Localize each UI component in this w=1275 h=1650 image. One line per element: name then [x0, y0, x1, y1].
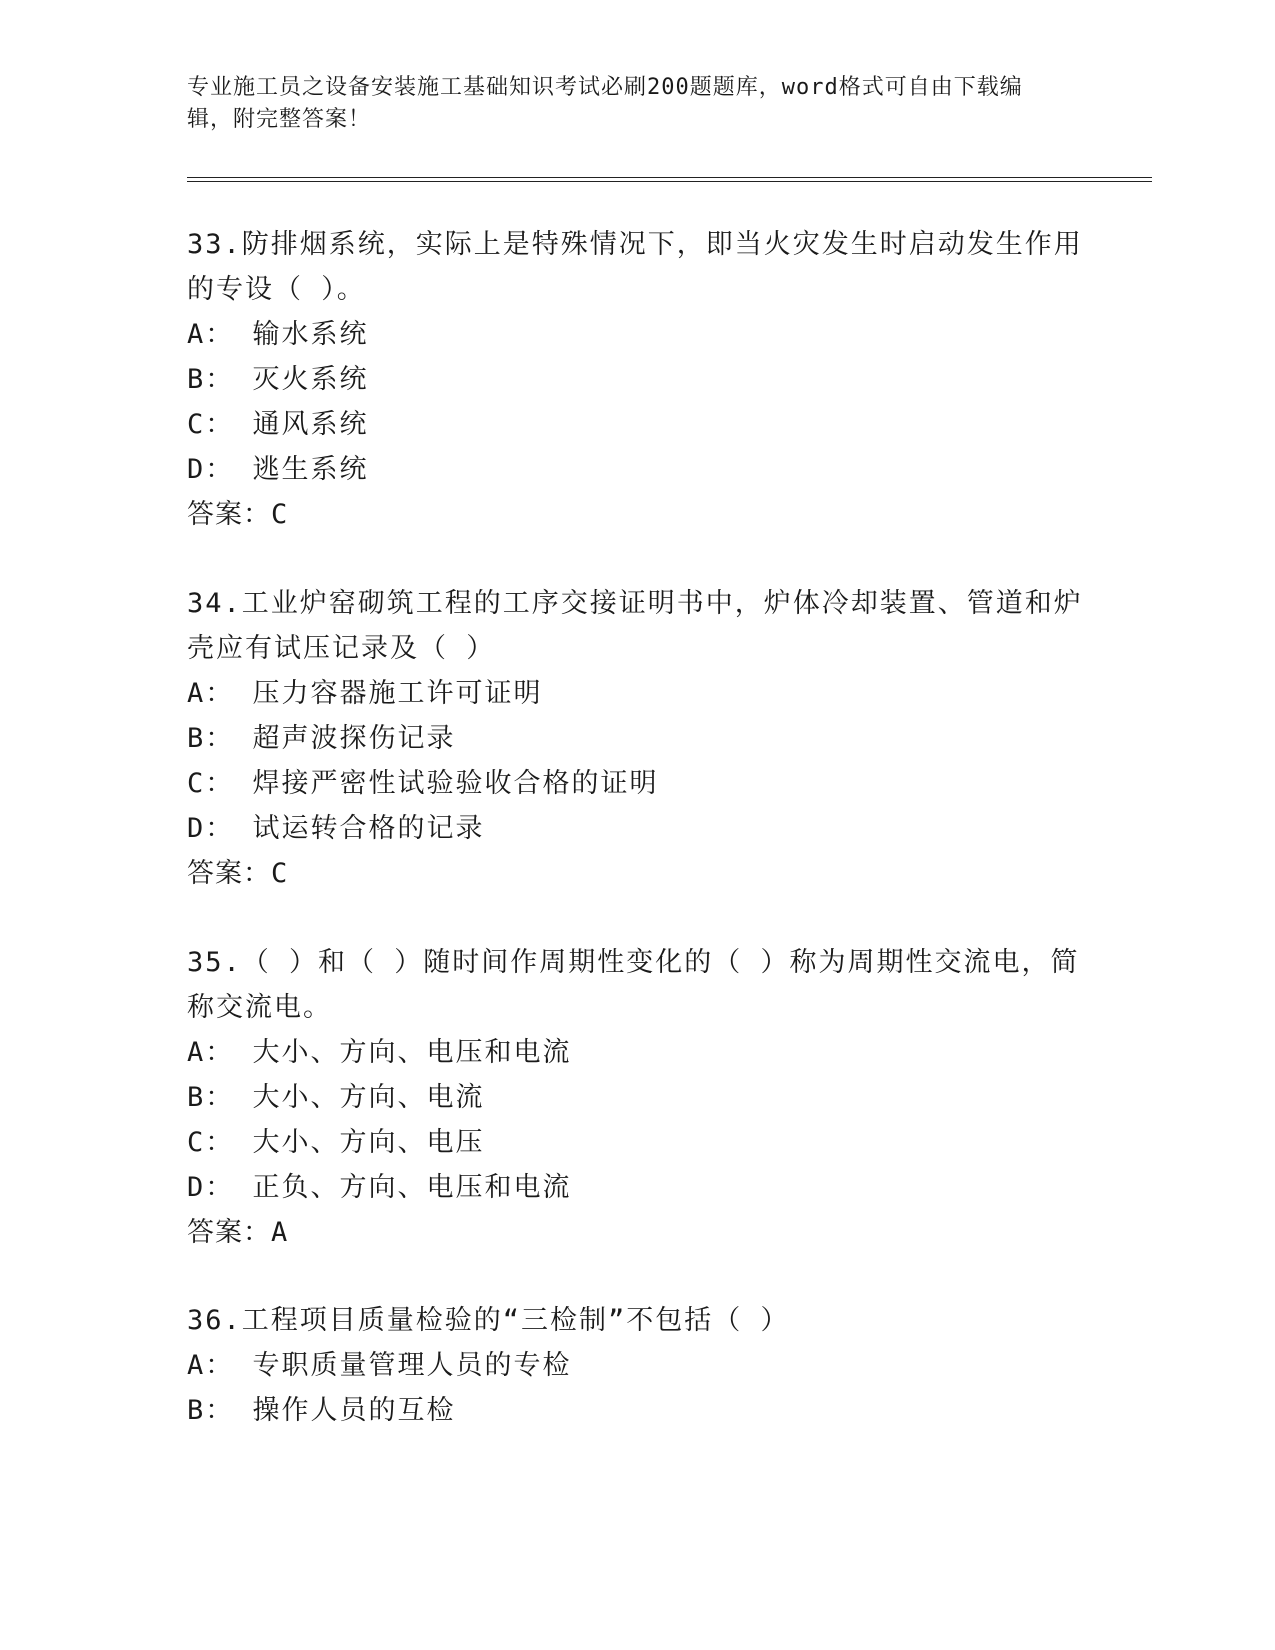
option-a [187, 671, 1087, 716]
answer-label: 答案： [187, 858, 271, 889]
option-text: 大小、方向、电压和电流 [252, 1037, 572, 1068]
document-header-title: 专业施工员之设备安装施工基础知识考试必刷200题题库，word格式可自由下载编辑，附完整答案！ [187, 75, 1023, 132]
question-stem: 33.防排烟系统，实际上是特殊情况下，即当火灾发生时启动发生作用的专设（ ）。 [187, 229, 1083, 305]
option-label: C： [187, 409, 235, 440]
answer-value: A [271, 1217, 289, 1248]
option-label: B： [187, 1082, 235, 1113]
option-label: A： [187, 1037, 235, 1068]
option-text: 试运转合格的记录 [252, 813, 485, 844]
answer-line [187, 492, 1087, 537]
option-c [187, 1120, 1087, 1165]
answer-value: C [271, 858, 289, 889]
answer-line [187, 1210, 1087, 1255]
header-divider [187, 177, 1152, 182]
option-label: A： [187, 678, 235, 709]
option-label: C： [187, 1127, 235, 1158]
option-a [187, 312, 1087, 357]
option-text: 专职质量管理人员的专检 [252, 1350, 572, 1381]
option-text: 逃生系统 [252, 454, 369, 485]
question-stem: 35.（ ）和（ ）随时间作周期性变化的（ ）称为周期性交流电，简称交流电。 [187, 947, 1080, 1023]
option-label: B： [187, 364, 235, 395]
question-stem: 34.工业炉窑砌筑工程的工序交接证明书中，炉体冷却装置、管道和炉壳应有试压记录及（ ） [187, 588, 1083, 664]
answer-value: C [271, 499, 289, 530]
option-text: 操作人员的互检 [252, 1395, 456, 1426]
option-text: 输水系统 [252, 319, 369, 350]
answer-label: 答案： [187, 499, 271, 530]
option-b [187, 716, 1087, 761]
option-d [187, 1165, 1087, 1210]
option-label: B： [187, 1395, 235, 1426]
answer-label: 答案： [187, 1217, 271, 1248]
option-label: D： [187, 1172, 235, 1203]
answer-line [187, 851, 1087, 896]
option-text: 压力容器施工许可证明 [252, 678, 543, 709]
question-33 [187, 222, 1087, 537]
option-label: B： [187, 723, 235, 754]
option-b [187, 357, 1087, 402]
option-d [187, 806, 1087, 851]
option-label: A： [187, 1350, 235, 1381]
option-text: 大小、方向、电流 [252, 1082, 485, 1113]
option-label: D： [187, 813, 235, 844]
option-b [187, 1388, 1087, 1433]
question-34 [187, 581, 1087, 896]
question-stem: 36.工程项目质量检验的“三检制”不包括（ ） [187, 1305, 790, 1336]
option-text: 通风系统 [252, 409, 369, 440]
option-text: 超声波探伤记录 [252, 723, 456, 754]
option-label: D： [187, 454, 235, 485]
option-c [187, 761, 1087, 806]
option-a [187, 1343, 1087, 1388]
option-text: 正负、方向、电压和电流 [252, 1172, 572, 1203]
option-d [187, 447, 1087, 492]
option-text: 大小、方向、电压 [252, 1127, 485, 1158]
option-a [187, 1030, 1087, 1075]
option-text: 灭火系统 [252, 364, 369, 395]
question-35 [187, 940, 1087, 1255]
question-36 [187, 1298, 1087, 1433]
option-label: C： [187, 768, 235, 799]
option-b [187, 1075, 1087, 1120]
option-text: 焊接严密性试验验收合格的证明 [252, 768, 659, 799]
option-c [187, 402, 1087, 447]
option-label: A： [187, 319, 235, 350]
